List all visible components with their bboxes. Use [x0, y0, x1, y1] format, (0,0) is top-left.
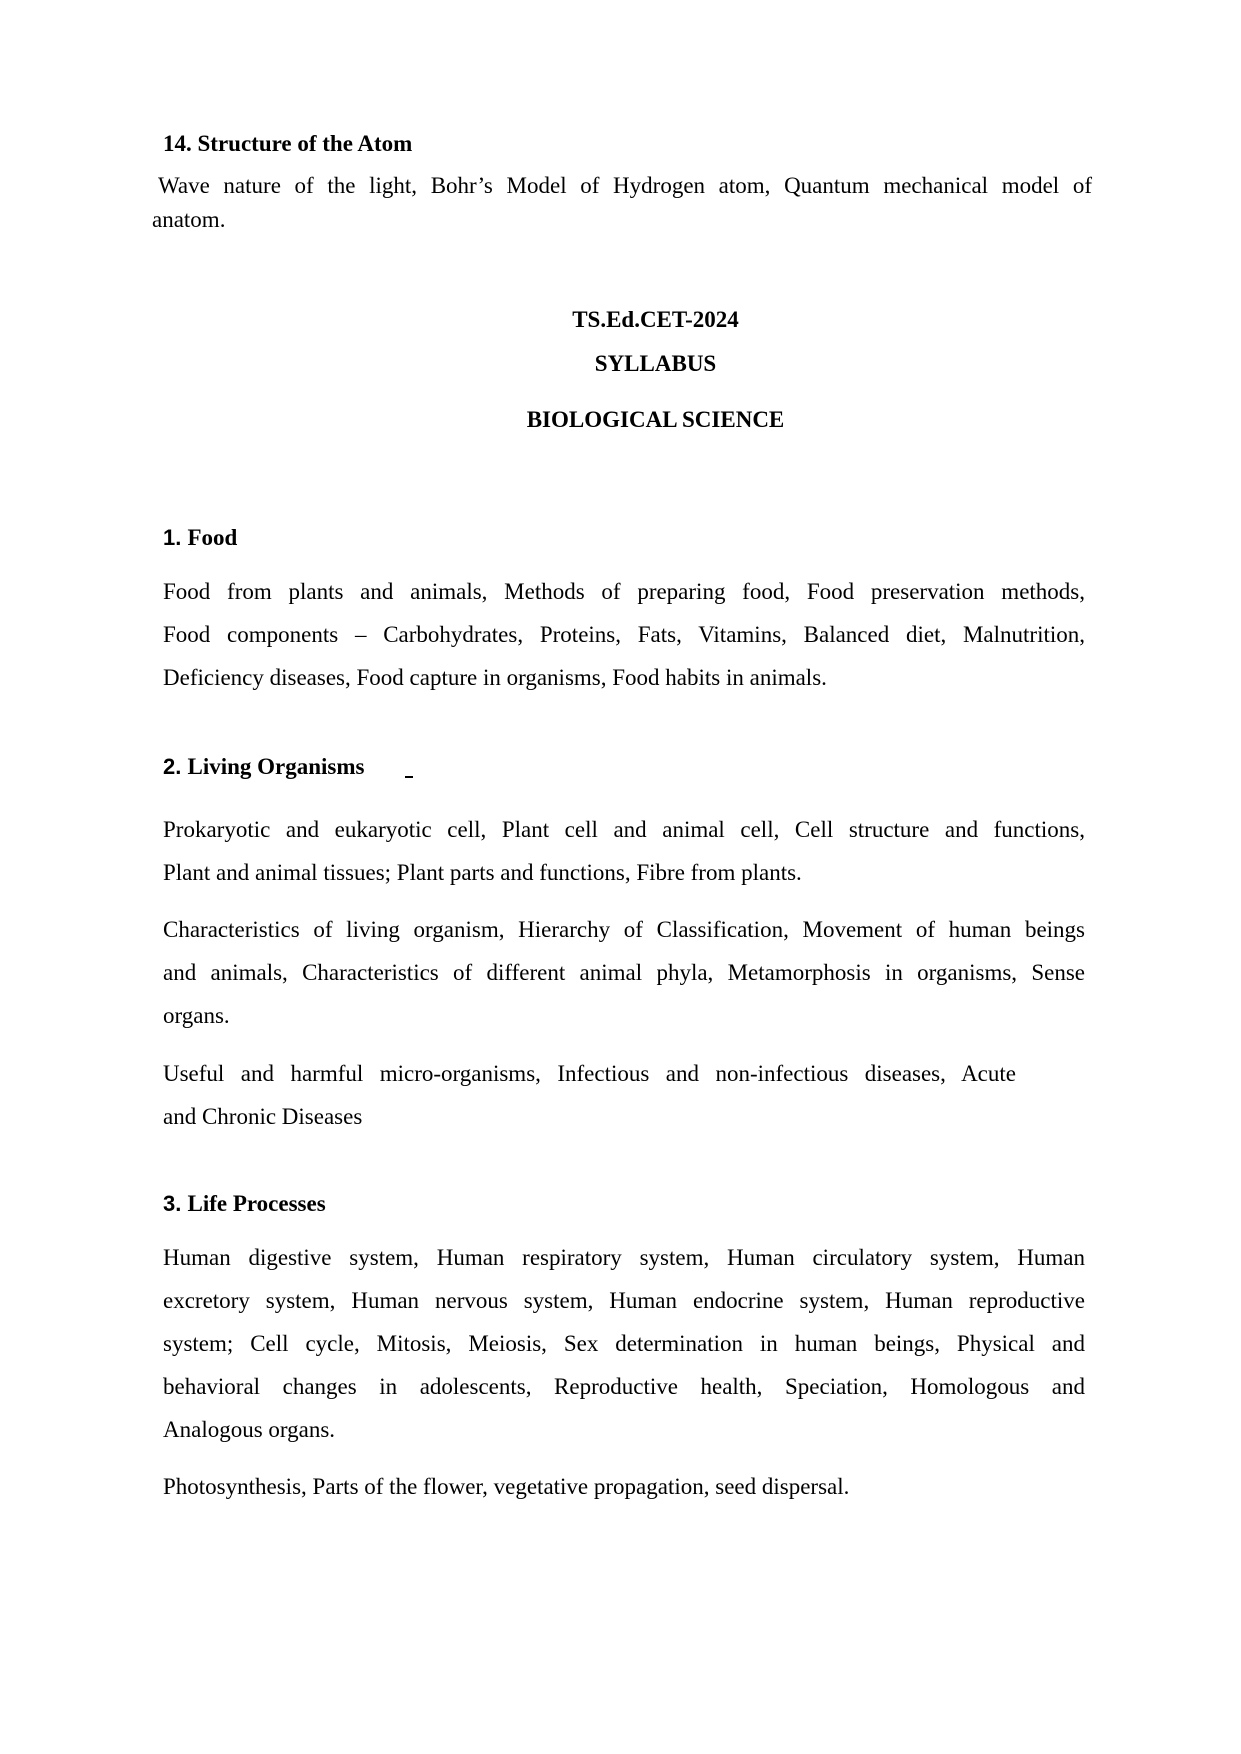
life-para1-line-1: Human digestive system, Human respiratory system, Human circulatory system, Human	[163, 1245, 1085, 1270]
exam-title: TS.Ed.CET-2024	[572, 307, 739, 332]
stray-dash-mark	[405, 776, 413, 778]
life-para2-line-1: Photosynthesis, Parts of the flower, vegetative propagation, seed dispersal.	[163, 1474, 850, 1499]
life-para1-line-4: behavioral changes in adolescents, Reproductive health, Speciation, Homologous and	[163, 1374, 1085, 1399]
living-para3-line-2: and Chronic Diseases	[163, 1104, 363, 1129]
food-para-line-3: Deficiency diseases, Food capture in organisms, Food habits in animals.	[163, 665, 827, 690]
section-number: 2.	[163, 754, 182, 779]
living-para2-line-2: and animals, Characteristics of different animal phyla, Metamorphosis in organisms, Sense	[163, 960, 1085, 985]
food-para-line-2: Food components – Carbohydrates, Proteins, Fats, Vitamins, Balanced diet, Malnutrition,	[163, 622, 1085, 647]
subject-title: BIOLOGICAL SCIENCE	[526, 407, 785, 432]
living-para2-line-1: Characteristics of living organism, Hierarchy of Classification, Movement of human beings	[163, 917, 1085, 942]
living-para1-line-1: Prokaryotic and eukaryotic cell, Plant cell and animal cell, Cell structure and functions,	[163, 817, 1085, 842]
section-14-heading: 14. Structure of the Atom	[163, 131, 413, 156]
section-14-line-2: anatom.	[152, 207, 226, 232]
section-number: 3.	[163, 1191, 182, 1216]
section-title: Living Organisms	[187, 754, 365, 779]
living-para2-line-3: organs.	[163, 1003, 230, 1028]
food-para-line-1: Food from plants and animals, Methods of preparing food, Food preservation methods,	[163, 579, 1085, 604]
section-number: 1.	[163, 525, 182, 550]
syllabus-title: SYLLABUS	[594, 351, 717, 376]
living-para1-line-2: Plant and animal tissues; Plant parts and functions, Fibre from plants.	[163, 860, 802, 885]
section-14-line-1	[158, 172, 1092, 200]
life-para1-line-2: excretory system, Human nervous system, Human endocrine system, Human reproductive	[163, 1288, 1085, 1313]
section-3-heading	[163, 1191, 326, 1217]
section-title: Food	[187, 525, 238, 550]
life-para1-line-3: system; Cell cycle, Mitosis, Meiosis, Sex determination in human beings, Physical and	[163, 1331, 1085, 1356]
section-14-line-1-text: Wave nature of the light, Bohr’s Model of Hydrogen atom, Quantum mechanical model of	[158, 173, 1092, 198]
section-title: Life Processes	[187, 1191, 326, 1216]
living-para3-line-1: Useful and harmful micro-organisms, Infectious and non-infectious diseases, Acute	[163, 1061, 1016, 1086]
section-1-heading	[163, 525, 237, 551]
section-2-heading	[163, 754, 365, 780]
life-para1-line-5: Analogous organs.	[163, 1417, 336, 1442]
